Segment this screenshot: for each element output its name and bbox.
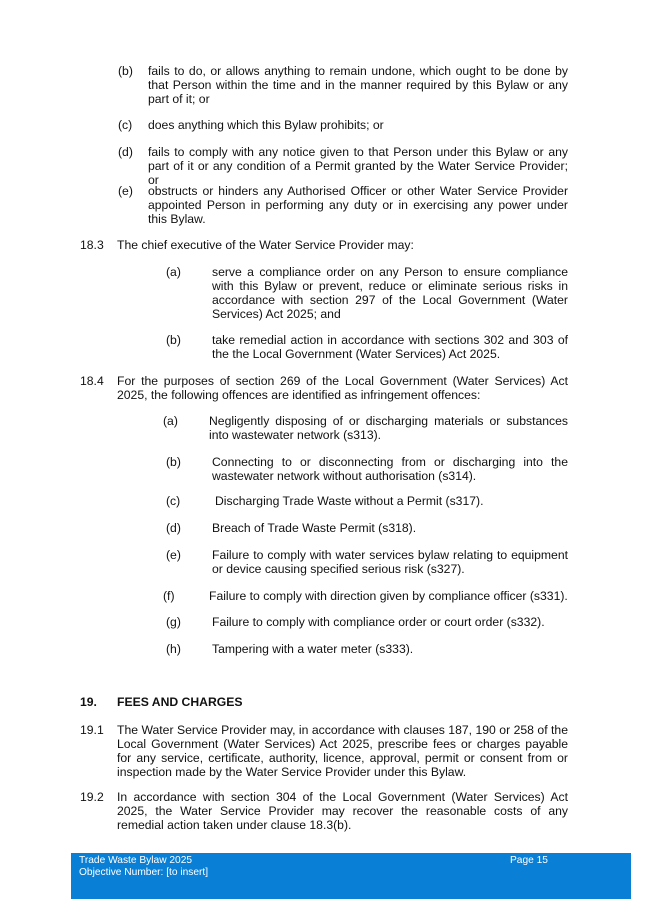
list-item bbox=[118, 145, 568, 187]
list-item bbox=[163, 414, 568, 442]
item-label: (b) bbox=[166, 455, 181, 469]
list-item bbox=[118, 118, 568, 132]
item-label: (b) bbox=[166, 333, 181, 347]
item-label: (f) bbox=[163, 589, 175, 603]
list-item bbox=[166, 521, 568, 535]
clause-number: 19.1 bbox=[80, 723, 104, 737]
item-text: take remedial action in accordance with sections 302 and 303 of the the Local Government (Water Services) Act 2025. bbox=[212, 333, 568, 361]
item-label: (a) bbox=[163, 414, 178, 428]
item-text: serve a compliance order on any Person to ensure compliance with this Bylaw or prevent, reduce or eliminate serious risks in accordance with section 297 of the Local Government (Water Services) Act 2025; and bbox=[212, 265, 568, 321]
item-text: Tampering with a water meter (s333). bbox=[212, 642, 414, 656]
item-text: does anything which this Bylaw prohibits; or bbox=[148, 118, 384, 132]
section-heading bbox=[80, 695, 243, 709]
item-text: Discharging Trade Waste without a Permit (s317). bbox=[215, 494, 484, 508]
item-label: (g) bbox=[166, 615, 181, 629]
footer-page-number: Page 15 bbox=[510, 855, 548, 866]
page-footer bbox=[71, 853, 631, 899]
clause-text: In accordance with section 304 of the Local Government (Water Services) Act 2025, the Water Service Provider may recover the reasonable costs of any remedial action taken under clause 18.3(b). bbox=[117, 790, 568, 832]
item-text: Connecting to or disconnecting from or discharging into the wastewater network without authorisation (s314). bbox=[212, 455, 568, 483]
section-number: 19. bbox=[80, 695, 97, 709]
list-item bbox=[118, 184, 568, 226]
list-item bbox=[166, 333, 568, 361]
item-text: Breach of Trade Waste Permit (s318). bbox=[212, 521, 417, 535]
clause-18-3 bbox=[80, 238, 568, 252]
item-label: (e) bbox=[118, 184, 133, 198]
list-item bbox=[166, 548, 568, 576]
clause-18-4 bbox=[80, 374, 568, 402]
item-text: Failure to comply with compliance order or court order (s332). bbox=[212, 615, 545, 629]
item-label: (h) bbox=[166, 642, 181, 656]
clause-number: 18.3 bbox=[80, 238, 104, 252]
item-label: (b) bbox=[118, 64, 133, 78]
section-title: FEES AND CHARGES bbox=[117, 695, 243, 709]
list-item bbox=[166, 642, 568, 656]
list-item bbox=[166, 455, 568, 483]
item-label: (a) bbox=[166, 265, 181, 279]
item-text: Failure to comply with direction given by compliance officer (s331). bbox=[209, 589, 568, 603]
item-text: fails to do, or allows anything to remain undone, which ought to be done by that Person within the time and in the manner required by this Bylaw or any part of it; or bbox=[148, 64, 568, 106]
item-text: fails to comply with any notice given to that Person under this Bylaw or any part of it or any condition of a Permit granted by the Water Service Provider; or bbox=[148, 145, 568, 187]
clause-text: The chief executive of the Water Service Provider may: bbox=[117, 238, 414, 252]
list-item bbox=[166, 615, 568, 629]
list-item bbox=[118, 64, 568, 106]
item-label: (e) bbox=[166, 548, 181, 562]
list-item bbox=[166, 265, 568, 321]
clause-19-1 bbox=[80, 723, 568, 779]
item-label: (c) bbox=[166, 494, 181, 508]
footer-objective-number: Objective Number: [to insert] bbox=[79, 867, 209, 878]
item-label: (d) bbox=[166, 521, 181, 535]
list-item bbox=[166, 494, 568, 508]
clause-text: The Water Service Provider may, in accordance with clauses 187, 190 or 258 of the Local Government (Water Services) Act 2025, prescribe fees or charges payable for any service, certificate, authority, licence, approval, permit or consent from or inspection made by the Water Service Provider under this Bylaw. bbox=[117, 723, 568, 779]
clause-19-2 bbox=[80, 790, 568, 832]
item-text: Failure to comply with water services bylaw relating to equipment or device causing specified serious risk (s327). bbox=[212, 548, 568, 576]
clause-number: 18.4 bbox=[80, 374, 104, 388]
item-text: obstructs or hinders any Authorised Officer or other Water Service Provider appointed Person in performing any duty or in exercising any power under this Bylaw. bbox=[148, 184, 568, 226]
footer-doc-title: Trade Waste Bylaw 2025 bbox=[79, 855, 193, 866]
item-label: (d) bbox=[118, 145, 133, 159]
item-label: (c) bbox=[118, 118, 133, 132]
item-text: Negligently disposing of or discharging materials or substances into wastewater network (s313). bbox=[209, 414, 568, 442]
list-item bbox=[163, 589, 568, 603]
clause-number: 19.2 bbox=[80, 790, 104, 804]
clause-text: For the purposes of section 269 of the Local Government (Water Services) Act 2025, the following offences are identified as infringement offences: bbox=[117, 374, 568, 402]
